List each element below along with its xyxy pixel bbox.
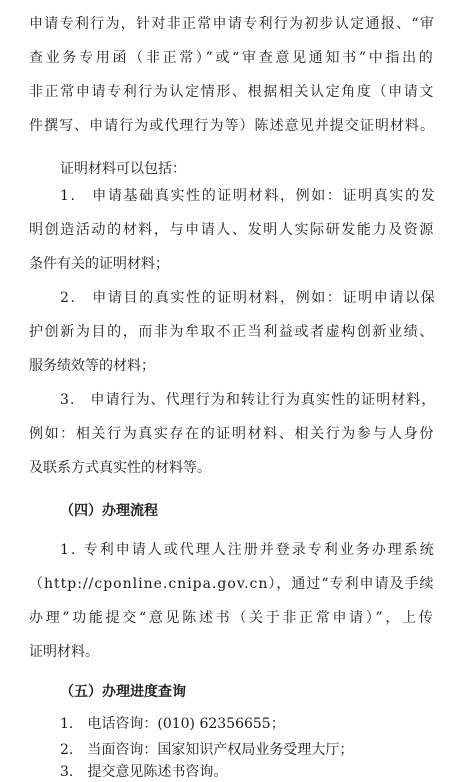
list-item-2-line: 2. 申请目的真实性的证明材料，例如：证明申请以保 [60,290,437,306]
body-line: 申请专利行为，针对非正常申请专利行为初步认定通报、“审 [29,16,436,32]
list-item-3-line: 3. 申请行为、代理行为和转让行为真实性的证明材料， [60,392,437,408]
process-step-line: 1. 专利申请人或代理人注册并登录专利业务办理系统 [60,542,436,558]
body-line: 非正常申请专利行为认定情形、根据相关认定角度（申请文 [29,84,435,100]
list-item-3-line: 例如：相关行为真实存在的证明材料、相关行为参与人身份 [29,426,435,442]
inquiry-item-statement: 3. 提交意见陈述书咨询。 [60,764,228,780]
section-heading-4: （四）办理流程 [60,503,158,519]
list-item-1-line: 条件有关的证明材料； [29,256,169,272]
body-line: 查业务专用函（非正常）”或“审查意见通知书”中指出的 [29,50,436,66]
process-step-line: （http://cponline.cnipa.gov.cn），通过“专利申请及手续 [29,576,435,592]
list-item-2-line: 服务绩效等的材料； [29,358,155,374]
process-step-line: 证明材料。 [29,644,99,660]
process-step-line: 办理”功能提交“意见陈述书（关于非正常申请）”，上传 [29,610,436,626]
list-item-3-line: 及联系方式真实性的材料等。 [29,460,211,476]
list-item-1-line: 明创造活动的材料，与申请人、发明人实际研发能力及资源 [29,222,435,238]
list-item-1-line: 1. 申请基础真实性的证明材料，例如：证明真实的发 [60,188,437,204]
list-item-2-line: 护创新为目的，而非为牟取不正当利益或者虚构创新业绩、 [29,324,435,340]
section-heading-5: （五）办理进度查询 [60,684,186,700]
body-line: 件撰写、申请行为或代理行为等）陈述意见并提交证明材料。 [29,118,435,134]
inquiry-item-in-person: 2. 当面咨询：国家知识产权局业务受理大厅； [60,742,354,758]
section-intro: 证明材料可以包括： [60,161,186,177]
inquiry-item-phone: 1. 电话咨询：(010) 62356655； [60,716,285,732]
